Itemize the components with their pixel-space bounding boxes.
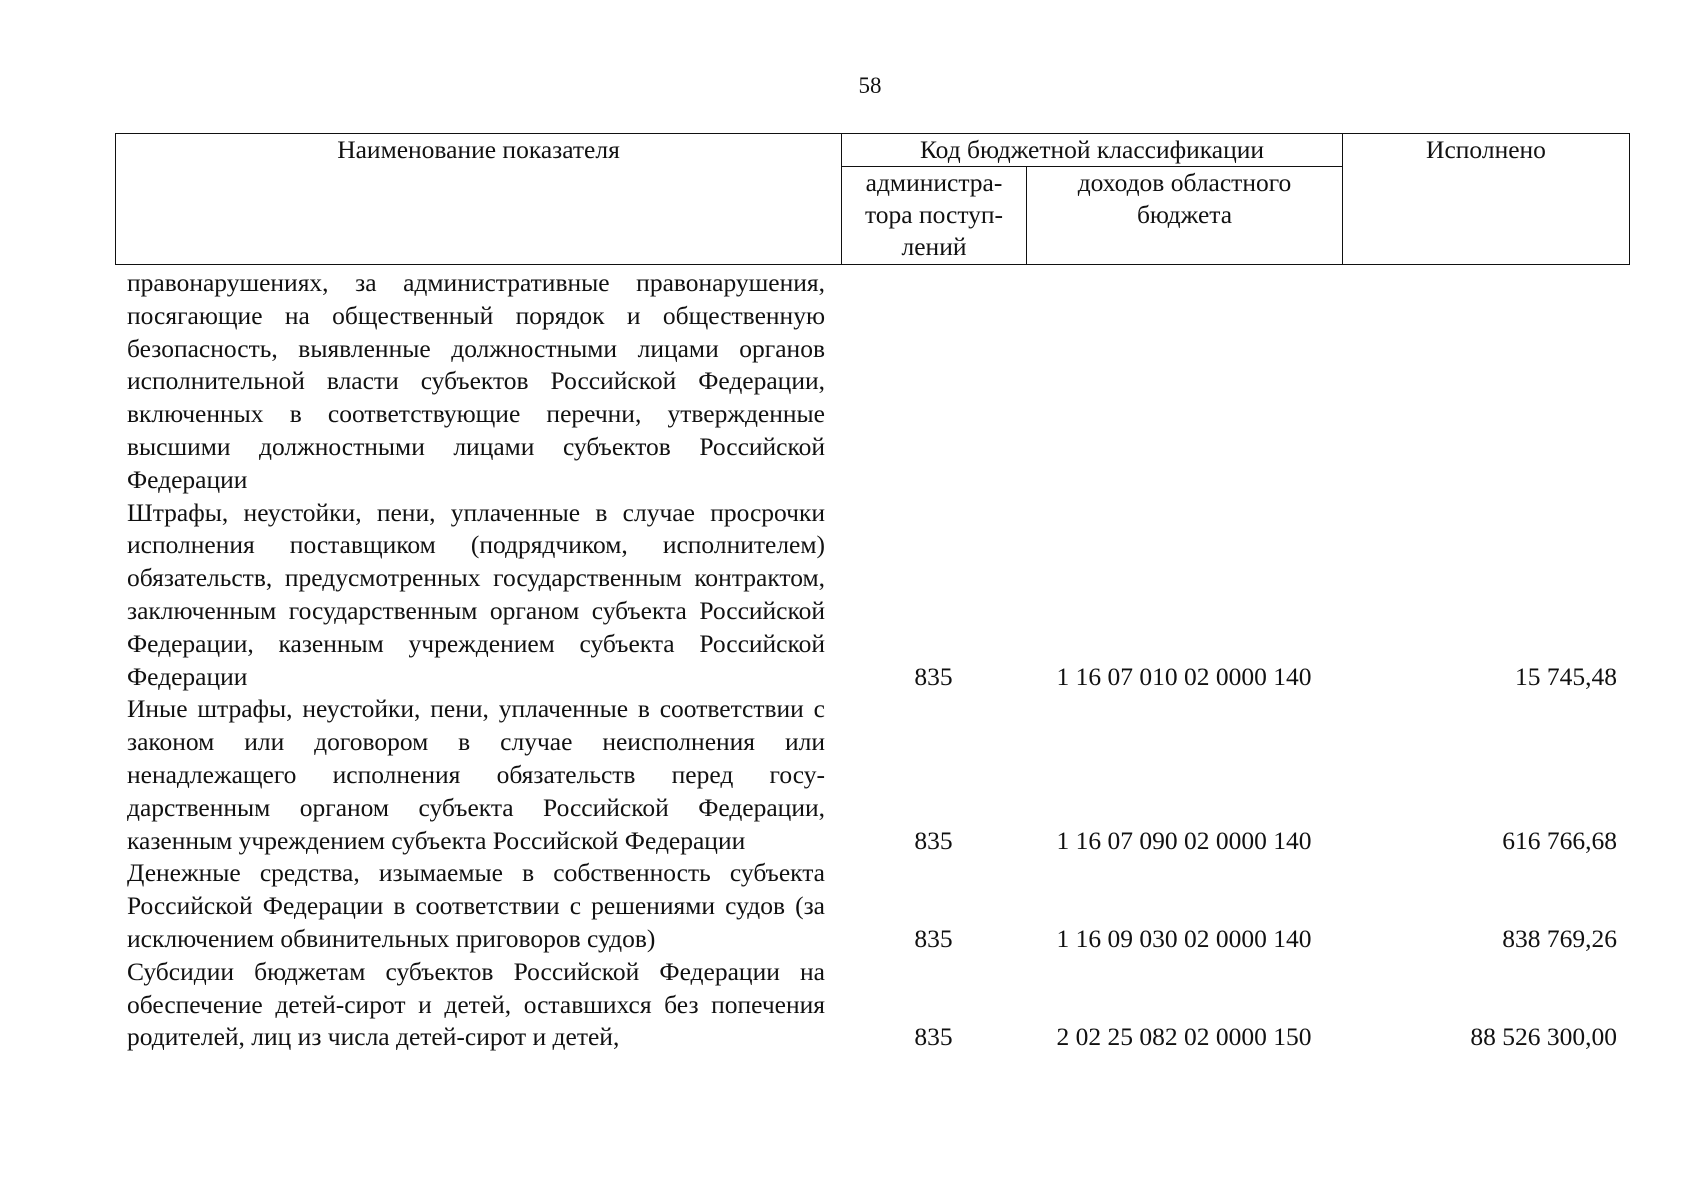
income-code-cell: 2 02 25 082 02 0000 150	[1056, 1022, 1312, 1052]
executed-amount-cell: 616 766,68	[1502, 825, 1617, 855]
income-code-cell: 1 16 07 090 02 0000 140	[1056, 825, 1312, 855]
indicator-name-cell: правонарушениях, за административные правонарушения, посягающие на общественный порядок и общественную безопасность, выявленные должностными лицами органов исполнительной власти субъектов Российской Федерации, включенных в соответствующие перечни, утвержденные высшими должностными лицами субъектов Российской Федерации	[127, 268, 825, 494]
header-budget-code-group: Код бюджетной классификации	[842, 134, 1343, 167]
table-header	[115, 133, 1630, 265]
executed-amount-cell: 88 526 300,00	[1470, 1022, 1617, 1052]
header-executed-column: Исполнено	[1343, 134, 1630, 265]
page-number: 58	[858, 73, 882, 98]
table-row	[115, 497, 1629, 694]
header-administrator-column: администра- тора поступ- лений	[842, 167, 1027, 265]
header-income-column: доходов областного бюджета	[1027, 167, 1343, 265]
indicator-name-cell: Иные штрафы, неустойки, пени, уплаченные в соответствии с законом или договором в случае неисполнения или ненадлежащего исполнения обязательств перед государственным органом субъекта Российской Федерации, казенным учреждением субъекта Российской Федерации	[127, 694, 825, 855]
table-row	[115, 857, 1629, 955]
administrator-code-cell: 835	[914, 923, 953, 953]
executed-amount-cell	[1342, 267, 1629, 497]
executed-amount-cell: 838 769,26	[1502, 923, 1617, 953]
header-name-column: Наименование показателя	[116, 134, 842, 265]
income-code-cell	[1026, 267, 1342, 497]
income-code-cell: 1 16 07 010 02 0000 140	[1056, 661, 1312, 691]
table-row	[115, 693, 1629, 857]
indicator-name-cell: Денежные средства, изымаемые в собственность субъекта Российской Федерации в соответствии с решениями судов (за исключением обвинительных приговоров судов)	[127, 858, 825, 953]
administrator-code-cell	[841, 267, 1026, 497]
administrator-code-cell: 835	[914, 661, 953, 691]
administrator-code-cell: 835	[914, 825, 953, 855]
executed-amount-cell: 15 745,48	[1515, 661, 1617, 691]
income-code-cell: 1 16 09 030 02 0000 140	[1056, 923, 1312, 953]
table-body	[115, 267, 1629, 1054]
indicator-name-cell: Штрафы, неустойки, пени, уплаченные в случае просрочки исполнения поставщиком (подрядчиком, исполнителем) обязательств, предусмотренных государственным контрактом, заключенным государственным органом субъекта Российской Федерации, казенным учреждением субъекта Российской Федерации	[127, 497, 825, 691]
administrator-code-cell: 835	[914, 1022, 953, 1052]
table-row	[115, 956, 1629, 1054]
indicator-name-cell: Субсидии бюджетам субъектов Российской Федерации на обеспечение детей-сирот и детей, оставшихся без попечения родителей, лиц из числа детей-сирот и детей,	[127, 956, 825, 1052]
table-row	[115, 267, 1629, 497]
